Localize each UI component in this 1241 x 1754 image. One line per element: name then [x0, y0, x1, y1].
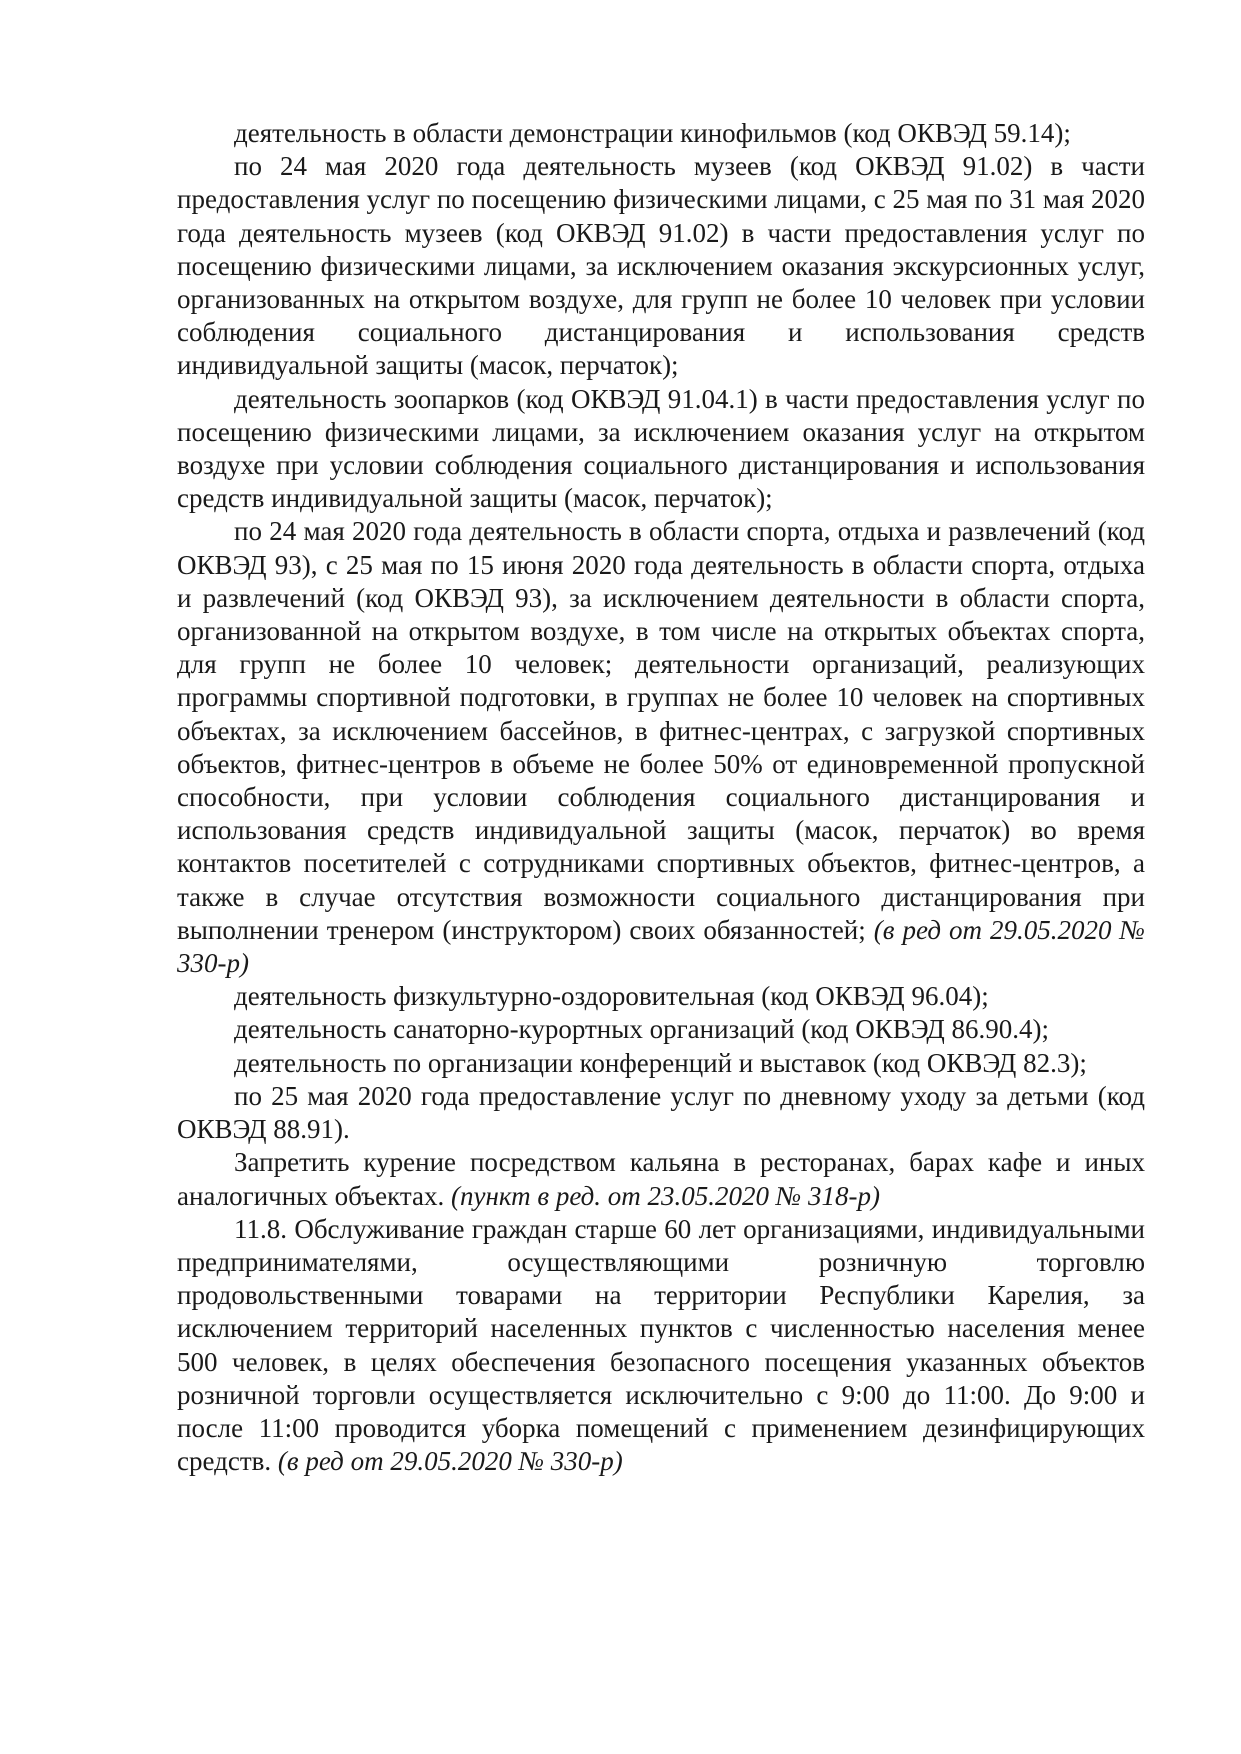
- paragraph-text: деятельность по организации конференций и выставок (код ОКВЭД 82.3);: [234, 1047, 1087, 1078]
- document-body: [177, 117, 1145, 1478]
- paragraph-museums: [177, 150, 1145, 382]
- amendment-note: (в ред от 29.05.2020 № 330-р): [177, 914, 1146, 979]
- paragraph-zoos: [177, 383, 1145, 516]
- paragraph-sport: [177, 515, 1145, 980]
- paragraph-text: деятельность санаторно-курортных организаций (код ОКВЭД 86.90.4);: [234, 1014, 1049, 1045]
- paragraph-sanatorium: [177, 1013, 1145, 1046]
- amendment-note: (пункт в ред. от 23.05.2020 № 318-р): [450, 1180, 880, 1211]
- paragraph-text: Запретить курение посредством кальяна в ресторанах, барах кафе и иных аналогичных объектах.: [177, 1147, 1145, 1211]
- paragraph-fitness: [177, 980, 1145, 1013]
- paragraph-conferences: [177, 1047, 1145, 1080]
- paragraph-text: деятельность физкультурно-оздоровительная (код ОКВЭД 96.04);: [234, 981, 989, 1012]
- paragraph-text: деятельность в области демонстрации кинофильмов (код ОКВЭД 59.14);: [234, 118, 1071, 148]
- paragraph-childcare: [177, 1080, 1145, 1146]
- amendment-note: (в ред от 29.05.2020 № 330-р): [277, 1446, 623, 1477]
- paragraph-text: деятельность зоопарков (код ОКВЭД 91.04.1) в части предоставления услуг по посещению физическими лицами, за исключением оказания услуг на открытом воздухе при условии соблюдения социального дистанцирования и использования средств индивидуальной защиты (масок, перчаток);: [177, 383, 1145, 514]
- paragraph-text: 11.8. Обслуживание граждан старше 60 лет организациями, индивидуальными предпринимателями, осуществляющими розничную торговлю продовольственными товарами на территории Республики Карелия, за исключением территорий населенных пунктов с численностью населения менее 500 человек, в целях обеспечения безопасного посещения указанных объектов розничной торговли осуществляется исключительно с 9:00 до 11:00. До 9:00 и после 11:00 проводится уборка помещений с применением дезинфицирующих средств.: [177, 1213, 1145, 1477]
- paragraph-hookah: [177, 1146, 1145, 1212]
- paragraph-cinema: [177, 117, 1145, 150]
- paragraph-text: по 24 мая 2020 года деятельность музеев (код ОКВЭД 91.02) в части предоставления услуг по посещению физическими лицами, с 25 мая по 31 мая 2020 года деятельность музеев (код ОКВЭД 91.02) в части предоставления услуг по посещению физическими лицами, за исключением оказания экскурсионных услуг, организованных на открытом воздухе, для групп не более 10 человек при условии соблюдения социального дистанцирования и использования средств индивидуальной защиты (масок, перчаток);: [177, 151, 1145, 381]
- paragraph-text: по 25 мая 2020 года предоставление услуг по дневному уходу за детьми (код ОКВЭД 88.91).: [177, 1080, 1145, 1145]
- paragraph-11-8-seniors: [177, 1213, 1145, 1479]
- paragraph-text: по 24 мая 2020 года деятельность в области спорта, отдыха и развлечений (код ОКВЭД 93), с 25 мая по 15 июня 2020 года деятельность в области спорта, отдыха и развлечений (код ОКВЭД 93), за исключением деятельности в области спорта, организованной на открытом воздухе, в том числе на открытых объектах спорта, для групп не более 10 человек; деятельности организаций, реализующих программы спортивной подготовки, в группах не более 10 человек на спортивных объектах, за исключением бассейнов, в фитнес-центрах, с загрузкой спортивных объектов, фитнес-центров в объеме не более 50% от единовременной пропускной способности, при условии соблюдения социального дистанцирования и использования средств индивидуальной защиты (масок, перчаток) во время контактов посетителей с сотрудниками спортивных объектов, фитнес-центров, а также в случае отсутствия возможности социального дистанцирования при выполнении тренером (инструктором) своих обязанностей;: [177, 516, 1145, 945]
